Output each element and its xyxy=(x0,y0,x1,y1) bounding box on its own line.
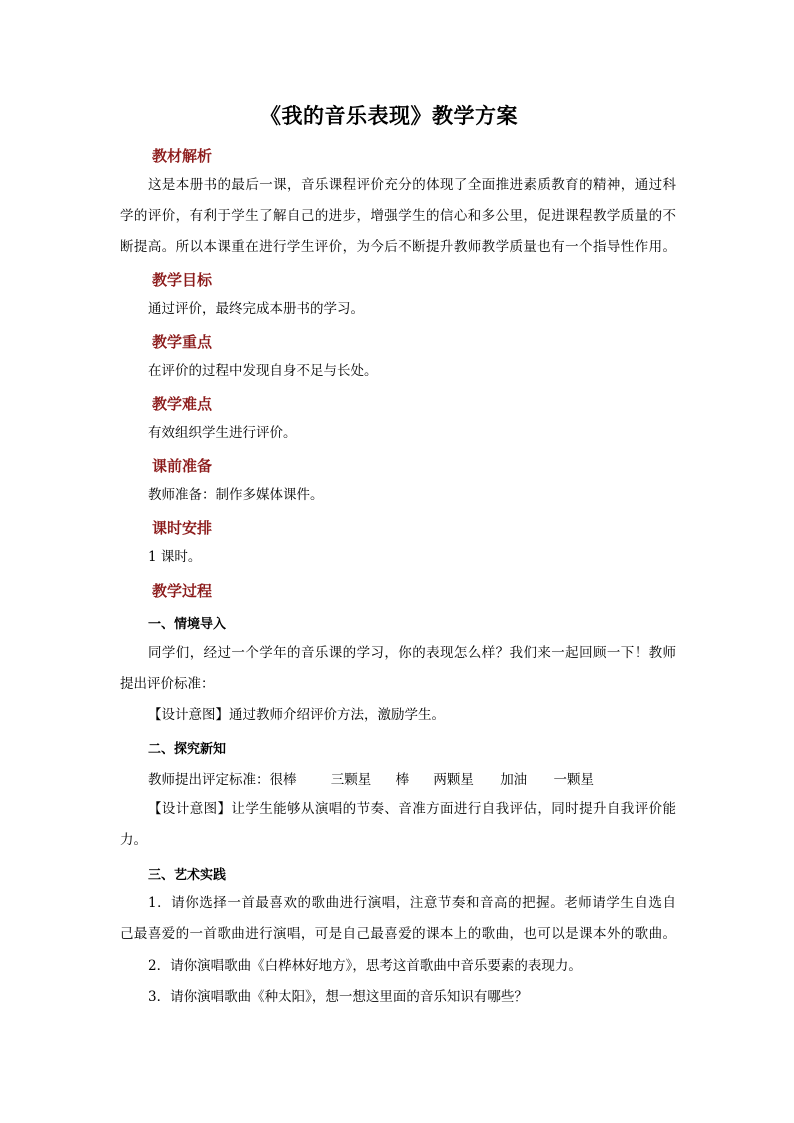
paragraph-line: 力。 xyxy=(120,832,147,848)
design-intent-line: 【设计意图】通过教师介绍评价方法，激励学生。 xyxy=(148,707,445,723)
page-title: 《我的音乐表现》教学方案 xyxy=(260,103,518,128)
list-item: 3．请你演唱歌曲《种太阳》，想一想这里面的音乐知识有哪些？ xyxy=(148,989,528,1005)
rating-item: 棒 xyxy=(395,772,410,788)
list-item-continuation: 己最喜爱的一首歌曲进行演唱，可是自己最喜爱的课本上的歌曲，也可以是课本外的歌曲。 xyxy=(120,926,676,942)
subsection-heading-explore: 二、探究新知 xyxy=(148,742,227,757)
section-heading-schedule: 课时安排 xyxy=(152,519,213,537)
paragraph-line: 这是本册书的最后一课，音乐课程评价充分的体现了全面推进素质教育的精神，通过科 xyxy=(148,177,676,193)
list-item: 2．请你演唱歌曲《白桦林好地方》，思考这首歌曲中音乐要素的表现力。 xyxy=(148,958,582,974)
list-item: 1．请你选择一首最喜欢的歌曲进行演唱，注意节奏和音高的把握。老师请学生自选自 xyxy=(148,895,676,911)
section-heading-process: 教学过程 xyxy=(152,582,213,600)
design-intent-line: 【设计意图】让学生能够从演唱的节奏、音准方面进行自我评估，同时提升自我评价能 xyxy=(148,801,676,817)
paragraph-line: 在评价的过程中发现自身不足与长处。 xyxy=(148,363,378,379)
section-heading-focus: 教学重点 xyxy=(152,333,213,351)
section-heading-analysis: 教材解析 xyxy=(152,147,213,165)
paragraph-line: 1 课时。 xyxy=(148,549,202,565)
subsection-heading-intro: 一、情境导入 xyxy=(148,617,227,632)
rating-item: 两颗星 xyxy=(433,772,474,788)
paragraph-line: 学的评价，有利于学生了解自己的进步，增强学生的信心和多公里，促进课程教学质量的不 xyxy=(120,208,676,224)
rating-item: 加油 xyxy=(500,772,528,788)
paragraph-line: 同学们，经过一个学年的音乐课的学习，你的表现怎么样？我们来一起回顾一下！教师 xyxy=(148,645,676,661)
section-heading-difficulty: 教学难点 xyxy=(152,395,213,413)
rating-item: 一颗星 xyxy=(553,772,594,788)
section-heading-preparation: 课前准备 xyxy=(152,457,213,475)
section-heading-goal: 教学目标 xyxy=(152,271,213,289)
paragraph-line: 断提高。所以本课重在进行学生评价，为今后不断提升教师教学质量也有一个指导性作用。 xyxy=(120,239,676,255)
paragraph-line: 教师准备：制作多媒体课件。 xyxy=(148,487,324,503)
paragraph-line: 有效组织学生进行评价。 xyxy=(148,425,297,441)
rating-prefix: 教师提出评定标准：很棒 xyxy=(148,772,297,788)
rating-item: 三颗星 xyxy=(330,772,372,788)
paragraph-line: 提出评价标准： xyxy=(120,676,215,692)
rating-standards xyxy=(148,768,594,788)
paragraph-line: 通过评价，最终完成本册书的学习。 xyxy=(148,301,364,317)
subsection-heading-practice: 三、艺术实践 xyxy=(148,868,227,883)
